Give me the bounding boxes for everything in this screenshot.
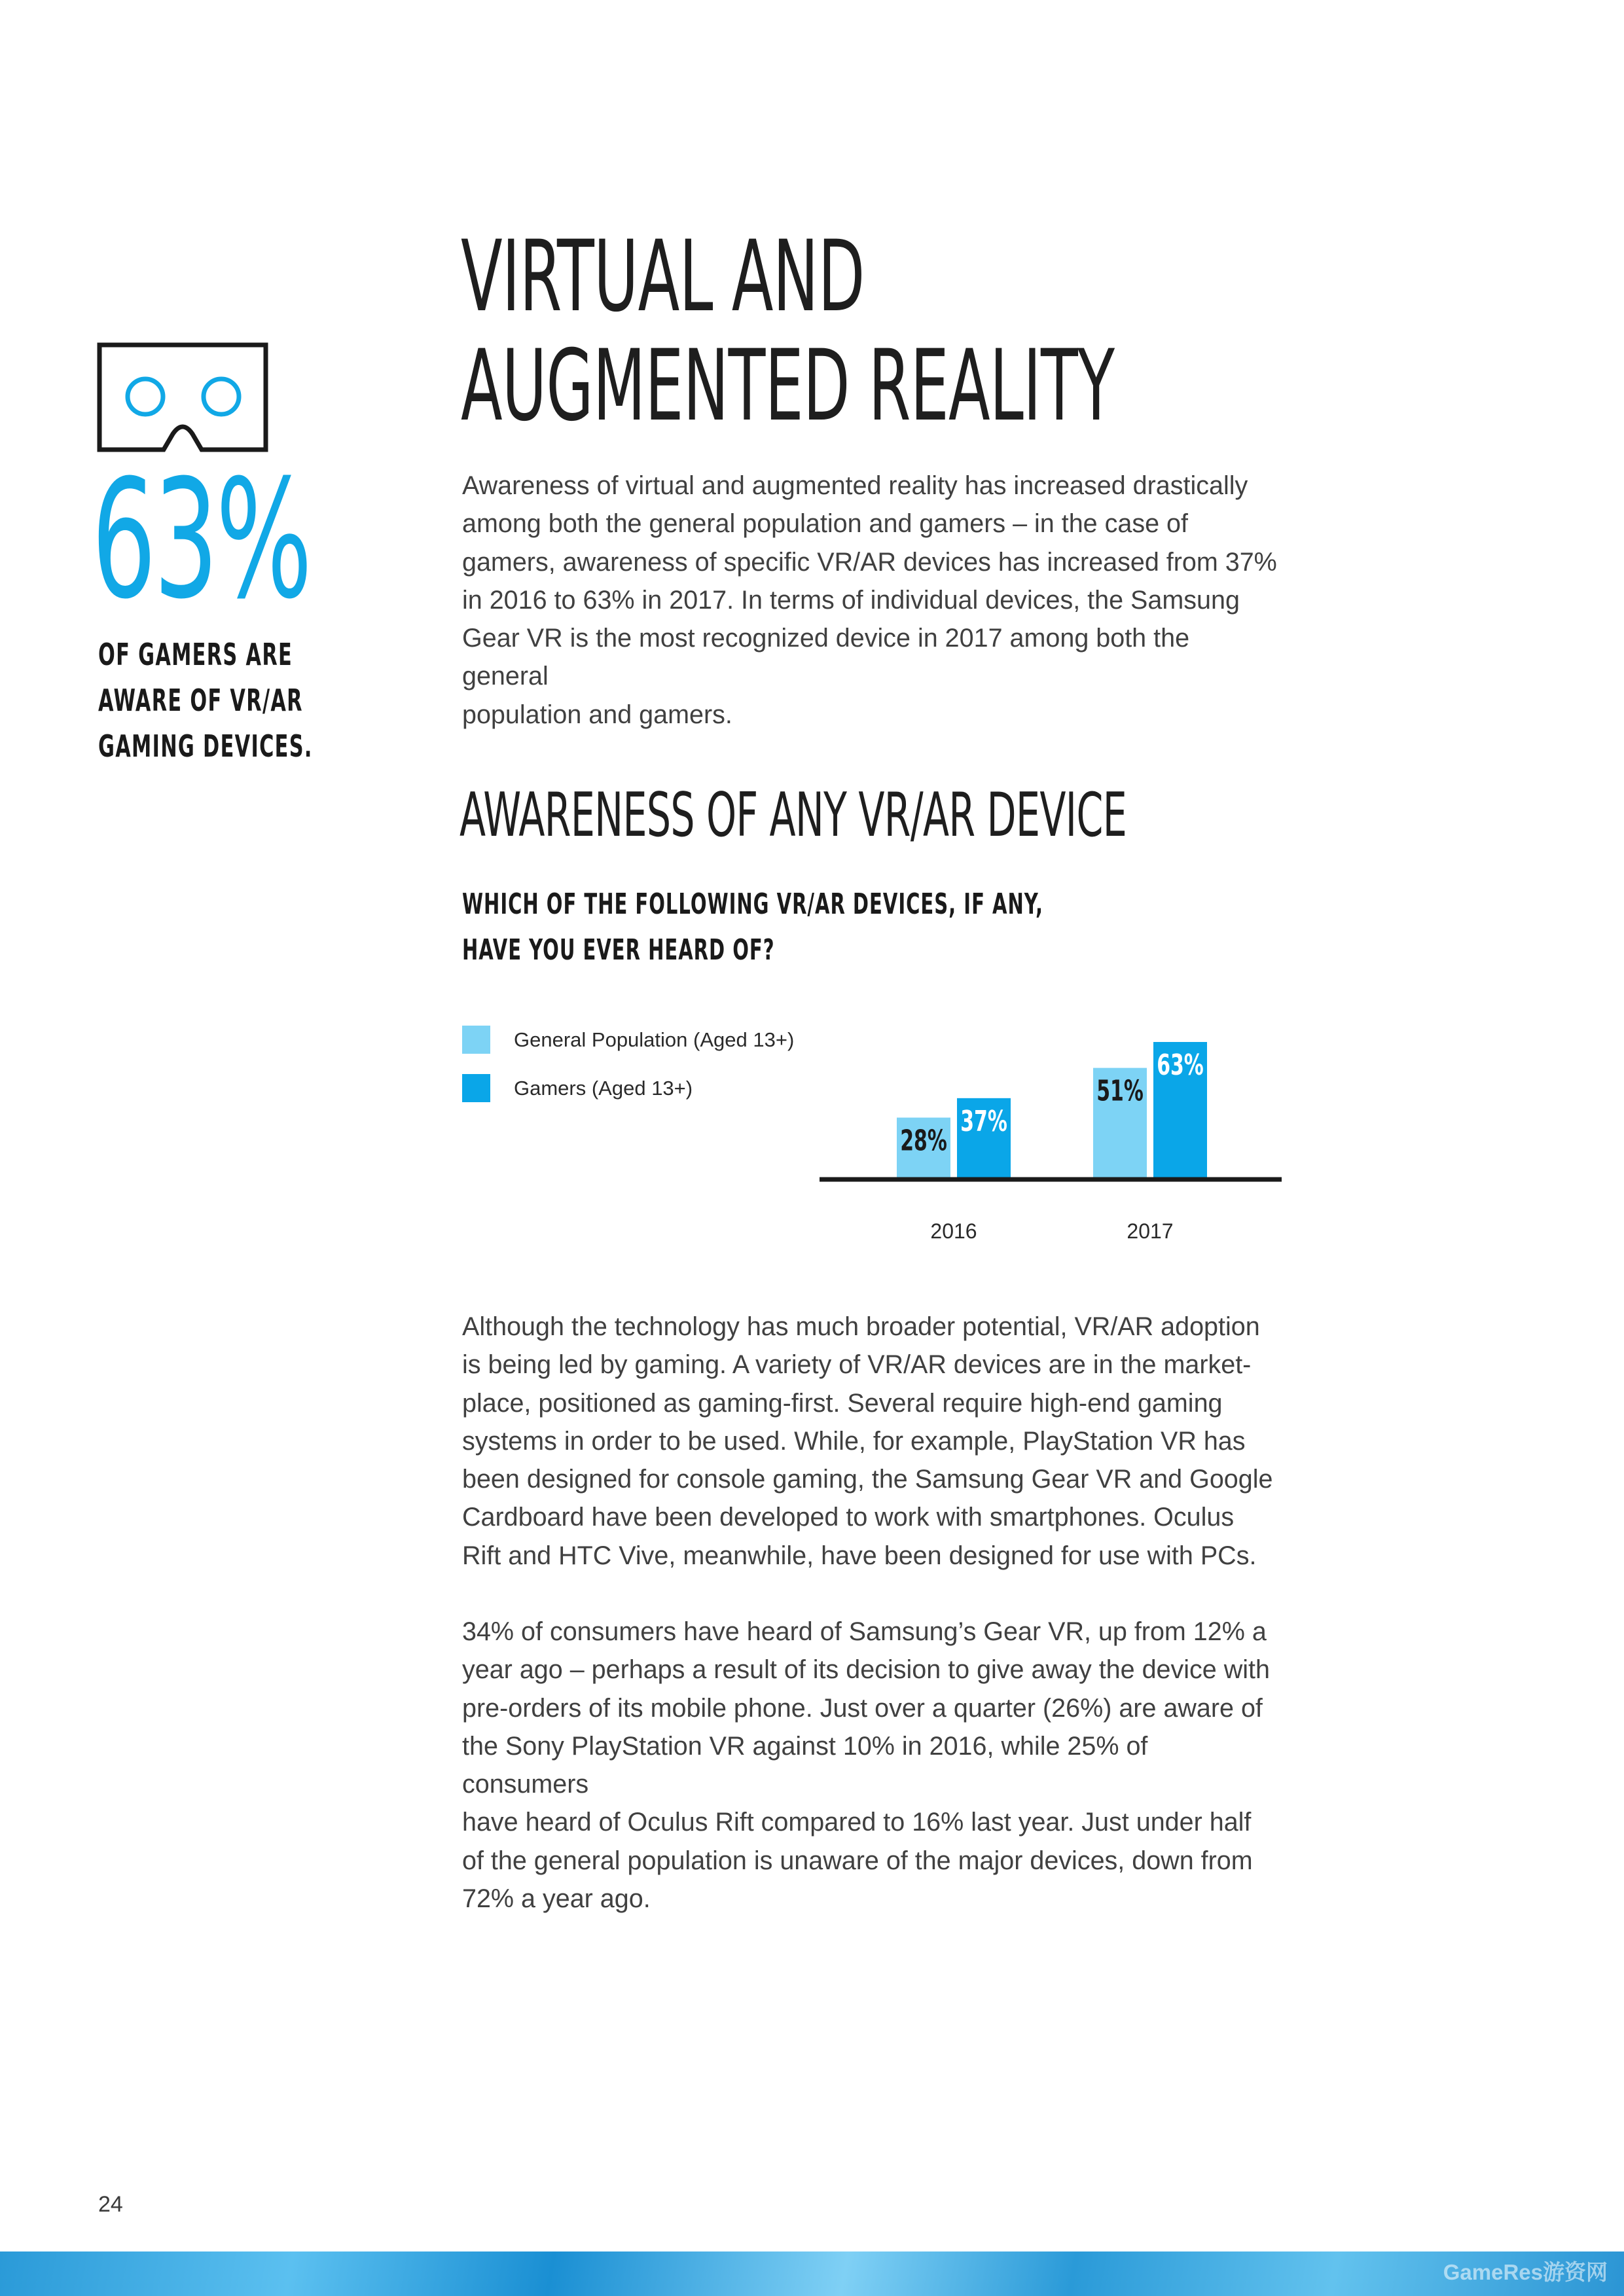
bar-data-label: 51%	[1096, 1073, 1144, 1108]
page-title-line: AUGMENTED REALITY	[461, 329, 1115, 443]
text-line: pre-orders of its mobile phone. Just over a quarter (26%) are aware of	[462, 1693, 1263, 1723]
stat-value: 63%	[92, 444, 310, 635]
text-line: in 2016 to 63% in 2017. In terms of individual devices, the Samsung	[462, 585, 1240, 615]
stat-caption-line: GAMING DEVICES.	[98, 728, 313, 764]
text-line: place, positioned as gaming-first. Several require high-end gaming	[462, 1388, 1223, 1418]
x-tick-label: 2016	[930, 1219, 977, 1243]
bar-data-label: 37%	[960, 1103, 1007, 1138]
stat-caption-line: OF GAMERS ARE	[98, 637, 293, 672]
chart-title: AWARENESS OF ANY VR/AR DEVICE	[460, 780, 1127, 850]
text-line: 72% a year ago.	[462, 1884, 651, 1914]
text-line: gamers, awareness of specific VR/AR devices has increased from 37%	[462, 547, 1277, 577]
page-title-line: VIRTUAL AND	[461, 220, 865, 334]
legend-label-general-population: General Population (Aged 13+)	[514, 1028, 795, 1051]
text-line: have heard of Oculus Rift compared to 16% last year. Just under half	[462, 1808, 1252, 1837]
stat-caption-line: AWARE OF VR/AR	[98, 683, 303, 718]
text-line: year ago – perhaps a result of its decision to give away the device with	[462, 1655, 1270, 1685]
text-line: Awareness of virtual and augmented reality has increased drastically	[462, 471, 1248, 500]
watermark: GameRes游资网	[1443, 2260, 1608, 2284]
text-line: systems in order to be used. While, for example, PlayStation VR has	[462, 1426, 1246, 1456]
legend-label-gamers: Gamers (Aged 13+)	[514, 1077, 693, 1100]
text-line: Cardboard have been developed to work with smartphones. Oculus	[462, 1503, 1235, 1532]
bar-data-label: 63%	[1157, 1048, 1204, 1082]
footer-band	[0, 2251, 1624, 2296]
body-paragraph	[462, 1308, 1280, 1575]
survey-question-line: WHICH OF THE FOLLOWING VR/AR DEVICES, IF ANY,	[462, 888, 1043, 921]
vr-headset-icon	[97, 342, 268, 452]
intro-paragraph	[462, 467, 1280, 734]
page-number: 24	[98, 2192, 123, 2217]
text-line: 34% of consumers have heard of Samsung’s Gear VR, up from 12% a	[462, 1617, 1267, 1646]
legend-swatch-gamers	[462, 1074, 490, 1102]
survey-question-line: HAVE YOU EVER HEARD OF?	[462, 933, 775, 967]
text-line: Gear VR is the most recognized device in 2017 among both the general	[462, 624, 1190, 691]
x-tick-label: 2017	[1127, 1219, 1174, 1243]
legend-swatch-general-population	[462, 1026, 490, 1054]
text-line: among both the general population and gamers – in the case of	[462, 509, 1188, 539]
text-line: of the general population is unaware of the major devices, down from	[462, 1846, 1253, 1875]
text-line: is being led by gaming. A variety of VR/AR devices are in the market-	[462, 1350, 1252, 1380]
text-line: population and gamers.	[462, 700, 732, 729]
bar-data-label: 28%	[900, 1123, 947, 1158]
text-line: Rift and HTC Vive, meanwhile, have been designed for use with PCs.	[462, 1541, 1257, 1570]
text-line: the Sony PlayStation VR against 10% in 2016, while 25% of consumers	[462, 1731, 1148, 1799]
body-paragraph	[462, 1613, 1280, 1918]
text-line: Although the technology has much broader potential, VR/AR adoption	[462, 1312, 1260, 1341]
text-line: been designed for console gaming, the Samsung Gear VR and Google	[462, 1465, 1273, 1494]
